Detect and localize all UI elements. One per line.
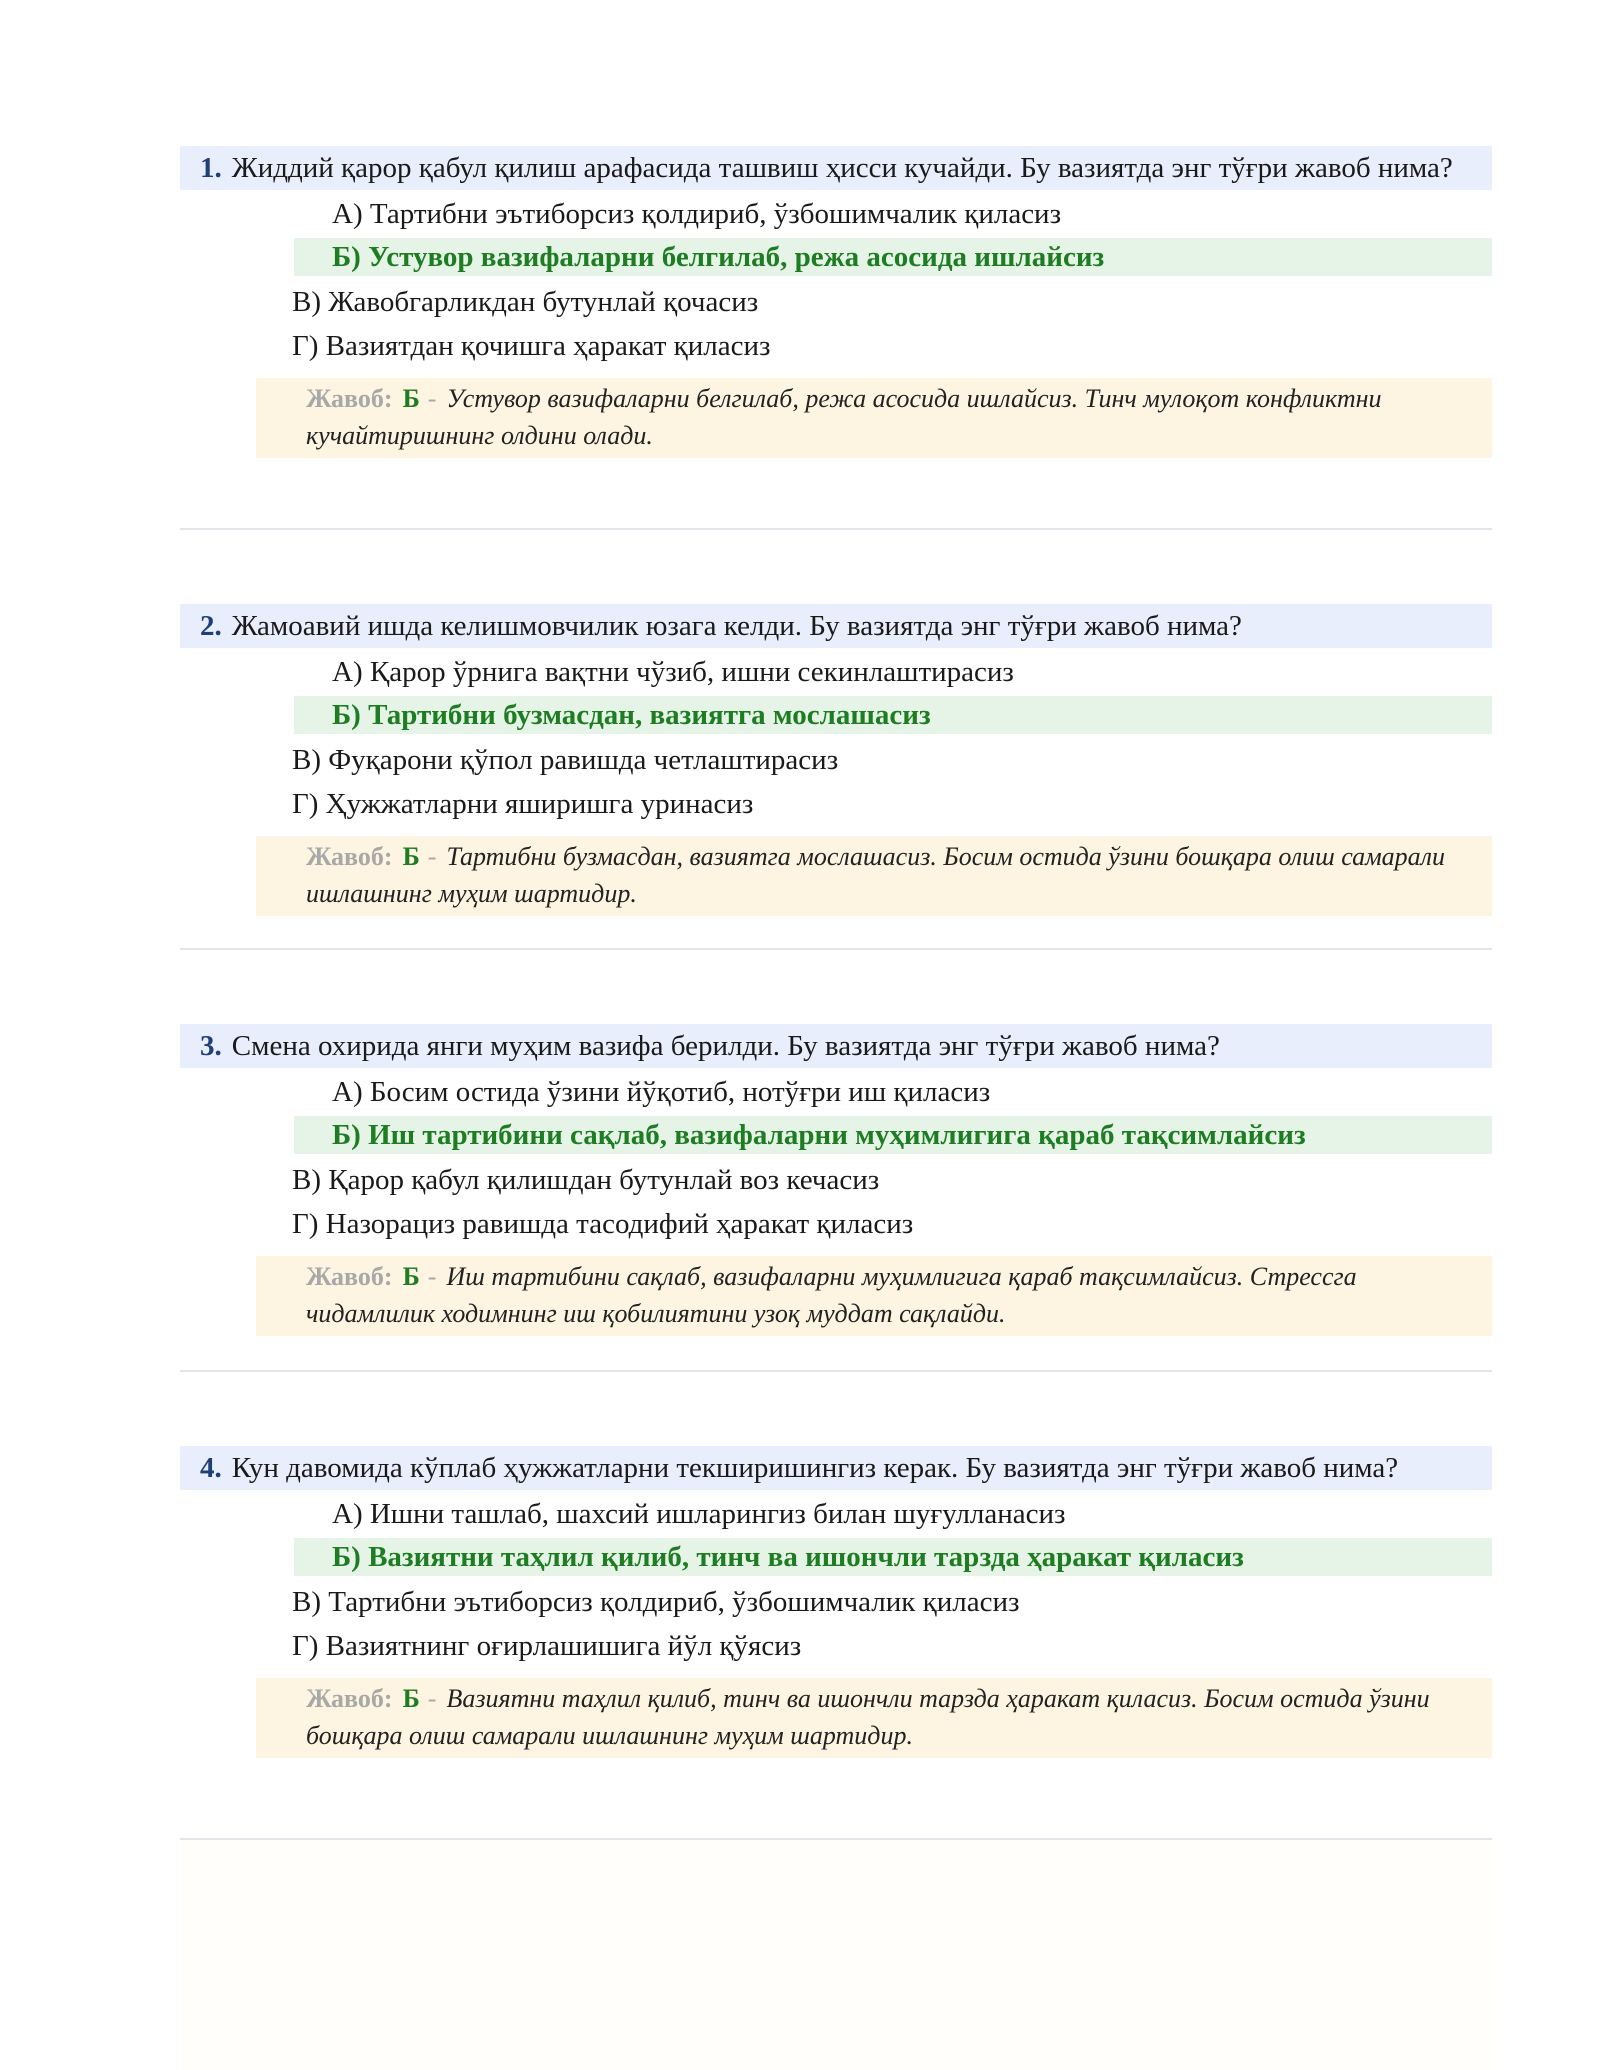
answer-box [256, 378, 1492, 458]
option-v: В) Қарор қабул қилишдан бутунлай воз кечасиз [292, 1164, 880, 1196]
question-block [180, 1024, 1492, 1336]
answer-dash: - [427, 842, 437, 871]
option-b-correct: Б) Иш тартибини сақлаб, вазифаларни муҳимлигига қараб тақсимлайсиз [294, 1116, 1492, 1154]
answer-text: Иш тартибини сақлаб, вазифаларни муҳимлигига қараб тақсимлайсиз. Стрессга чидамлилик ходимнинг иш қобилиятини узоқ муддат сақлайди. [306, 1262, 1357, 1328]
question-block [180, 604, 1492, 916]
question-text: Жамоавий ишда келишмовчилик юзага келди. Бу вазиятда энг тўғри жавоб нима? [231, 610, 1242, 642]
answer-text: Тартибни бузмасдан, вазиятга мослашасиз. Босим остида ўзини бошқара олиш самарали ишлашнинг муҳим шартидир. [306, 842, 1446, 908]
answer-label: Жавоб: [306, 1262, 393, 1291]
answer-box [256, 836, 1492, 916]
option-b-correct: Б) Тартибни бузмасдан, вазиятга мослашасиз [294, 696, 1492, 734]
question-header [180, 604, 1492, 648]
option-v: В) Жавобгарликдан бутунлай қочасиз [292, 286, 759, 318]
option-a: А) Босим остида ўзини йўқотиб, нотўғри иш қиласиз [332, 1076, 991, 1108]
option-b-correct: Б) Вазиятни таҳлил қилиб, тинч ва ишончли тарзда ҳаракат қиласиз [294, 1538, 1492, 1576]
option-v: В) Тартибни эътиборсиз қолдириб, ўзбошимчалик қиласиз [292, 1586, 1020, 1618]
question-header [180, 1446, 1492, 1490]
option-a: А) Қарор ўрнига вақтни чўзиб, ишни секинлаштирасиз [332, 656, 1014, 688]
question-block [180, 146, 1492, 458]
option-g: Г) Ҳужжатларни яширишга уринасиз [292, 788, 754, 820]
option-a: А) Тартибни эътиборсиз қолдириб, ўзбошимчалик қиласиз [332, 198, 1062, 230]
answer-label: Жавоб: [306, 842, 393, 871]
option-g: Г) Вазиятдан қочишга ҳаракат қиласиз [292, 330, 771, 362]
answer-text: Устувор вазифаларни белгилаб, режа асосида ишлайсиз. Тинч мулоқот конфликтни кучайтиришнинг олдини олади. [306, 384, 1382, 450]
question-header [180, 146, 1492, 190]
answer-box [256, 1678, 1492, 1758]
option-g: Г) Назорациз равишда тасодифий ҳаракат қиласиз [292, 1208, 914, 1240]
question-text: Жиддий қарор қабул қилиш арафасида ташвиш ҳисси кучайди. Бу вазиятда энг тўғри жавоб нима? [231, 152, 1453, 184]
section-divider [180, 528, 1492, 530]
answer-label: Жавоб: [306, 384, 393, 413]
question-block [180, 1446, 1492, 1758]
question-text: Кун давомида кўплаб ҳужжатларни текширишингиз керак. Бу вазиятда энг тўғри жавоб нима? [231, 1452, 1399, 1484]
answer-dash: - [427, 384, 437, 413]
answer-letter: Б [402, 842, 420, 871]
option-b-correct: Б) Устувор вазифаларни белгилаб, режа асосида ишлайсиз [294, 238, 1492, 276]
answer-text: Вазиятни таҳлил қилиб, тинч ва ишончли тарзда ҳаракат қиласиз. Босим остида ўзини бошқара олиш самарали ишлашнинг муҳим шартидир. [306, 1684, 1430, 1750]
answer-letter: Б [402, 1262, 420, 1291]
answer-dash: - [427, 1684, 437, 1713]
option-a: А) Ишни ташлаб, шахсий ишларингиз билан шуғулланасиз [332, 1498, 1066, 1530]
answer-dash: - [427, 1262, 437, 1291]
option-g: Г) Вазиятнинг оғирлашишига йўл қўясиз [292, 1630, 802, 1662]
question-number: 2. [200, 610, 222, 642]
section-divider [180, 1370, 1492, 1372]
section-divider [180, 948, 1492, 950]
question-text: Смена охирида янги муҳим вазифа берилди. Бу вазиятда энг тўғри жавоб нима? [231, 1030, 1220, 1062]
answer-letter: Б [402, 384, 420, 413]
page-bottom-area [180, 1840, 1492, 2070]
question-number: 3. [200, 1030, 222, 1062]
option-v: В) Фуқарони қўпол равишда четлаштирасиз [292, 744, 839, 776]
answer-box [256, 1256, 1492, 1336]
answer-label: Жавоб: [306, 1684, 393, 1713]
question-header [180, 1024, 1492, 1068]
question-number: 4. [200, 1452, 222, 1484]
answer-letter: Б [402, 1684, 420, 1713]
question-number: 1. [200, 152, 222, 184]
